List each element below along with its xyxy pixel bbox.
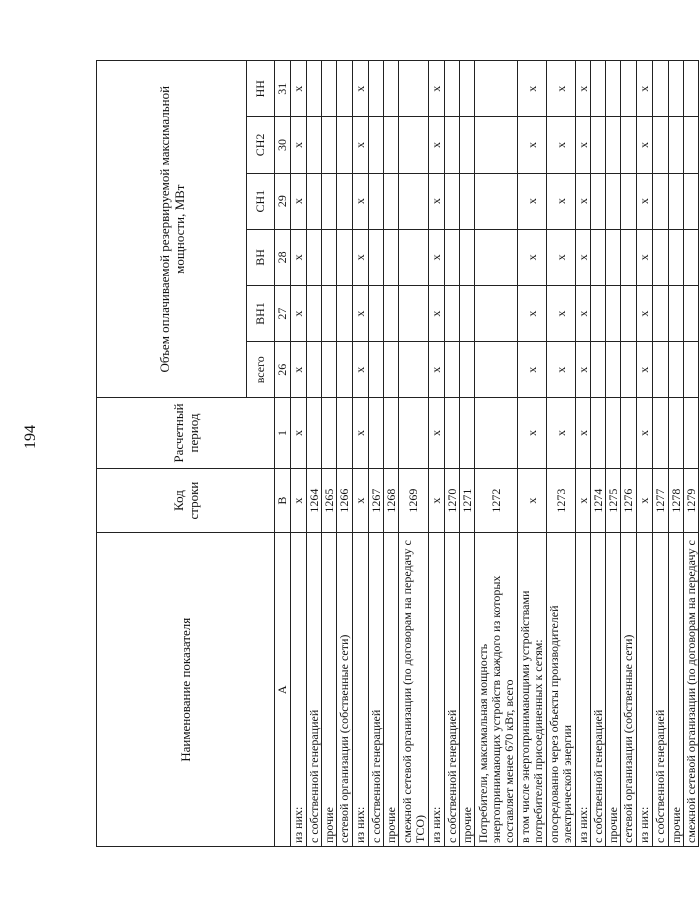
row-value: x bbox=[547, 229, 576, 285]
row-value bbox=[445, 173, 460, 229]
subheader-sn2: СН2 bbox=[247, 117, 275, 173]
table-row bbox=[445, 61, 460, 847]
row-value bbox=[460, 117, 475, 173]
row-value bbox=[322, 117, 337, 173]
row-code: 1269 bbox=[399, 468, 429, 533]
row-value: x bbox=[518, 398, 547, 468]
table-row bbox=[307, 61, 322, 847]
row-code: 1270 bbox=[445, 468, 460, 533]
row-value bbox=[445, 117, 460, 173]
row-name: прочие bbox=[460, 533, 475, 847]
row-value: x bbox=[429, 398, 445, 468]
table-row bbox=[291, 61, 307, 847]
subheader-vn: ВН bbox=[247, 229, 275, 285]
table-row bbox=[606, 61, 621, 847]
row-value bbox=[684, 342, 699, 398]
row-value bbox=[369, 117, 384, 173]
row-value bbox=[621, 229, 637, 285]
table-row bbox=[591, 61, 606, 847]
row-value bbox=[399, 342, 429, 398]
row-name: с собственной генерацией bbox=[307, 533, 322, 847]
row-value bbox=[337, 61, 353, 117]
row-value bbox=[460, 229, 475, 285]
row-value: x bbox=[637, 173, 653, 229]
row-value: x bbox=[353, 173, 369, 229]
row-value bbox=[384, 173, 399, 229]
row-value bbox=[653, 61, 669, 117]
row-value bbox=[384, 398, 399, 468]
row-value bbox=[684, 398, 699, 468]
row-value bbox=[445, 229, 460, 285]
row-value: x bbox=[576, 229, 591, 285]
row-value bbox=[369, 398, 384, 468]
row-value: x bbox=[518, 342, 547, 398]
row-value bbox=[384, 342, 399, 398]
row-name: из них: bbox=[291, 533, 307, 847]
row-value: x bbox=[547, 342, 576, 398]
row-value bbox=[307, 61, 322, 117]
table-row bbox=[399, 61, 429, 847]
row-code: 1268 bbox=[384, 468, 399, 533]
row-code: x bbox=[429, 468, 445, 533]
row-value bbox=[399, 398, 429, 468]
row-value: x bbox=[429, 342, 445, 398]
header-name: Наименование показателя bbox=[97, 533, 275, 847]
table-row bbox=[337, 61, 353, 847]
row-value bbox=[322, 61, 337, 117]
row-name: прочие bbox=[606, 533, 621, 847]
row-code: x bbox=[353, 468, 369, 533]
row-value bbox=[384, 285, 399, 341]
row-value bbox=[445, 61, 460, 117]
row-value bbox=[475, 285, 518, 341]
row-value bbox=[621, 342, 637, 398]
row-value bbox=[621, 285, 637, 341]
row-code: 1272 bbox=[475, 468, 518, 533]
subheader-vn1: ВН1 bbox=[247, 285, 275, 341]
row-value: x bbox=[291, 117, 307, 173]
row-value bbox=[384, 229, 399, 285]
row-value: x bbox=[547, 398, 576, 468]
table-row bbox=[684, 61, 699, 847]
row-value: x bbox=[576, 398, 591, 468]
row-value bbox=[591, 342, 606, 398]
row-value bbox=[307, 285, 322, 341]
row-value bbox=[606, 342, 621, 398]
row-value: x bbox=[353, 398, 369, 468]
row-value bbox=[369, 173, 384, 229]
row-name: прочие bbox=[669, 533, 684, 847]
row-value bbox=[591, 117, 606, 173]
row-value bbox=[369, 342, 384, 398]
row-name: Потребители, максимальная мощность энергопринимающих устройств каждого из которых составляет менее 670 кВт, всего bbox=[475, 533, 518, 847]
row-value bbox=[653, 398, 669, 468]
row-code: x bbox=[637, 468, 653, 533]
row-value bbox=[460, 398, 475, 468]
row-value bbox=[669, 285, 684, 341]
index-cell: 28 bbox=[275, 229, 291, 285]
row-code: 1276 bbox=[621, 468, 637, 533]
row-value bbox=[684, 229, 699, 285]
row-value bbox=[337, 229, 353, 285]
row-value: x bbox=[291, 173, 307, 229]
index-cell: 31 bbox=[275, 61, 291, 117]
row-value bbox=[337, 173, 353, 229]
row-value: x bbox=[429, 285, 445, 341]
table-row bbox=[384, 61, 399, 847]
row-value bbox=[621, 117, 637, 173]
row-value: x bbox=[637, 398, 653, 468]
row-code: 1279 bbox=[684, 468, 699, 533]
row-value: x bbox=[637, 61, 653, 117]
row-code: x bbox=[291, 468, 307, 533]
table-row bbox=[353, 61, 369, 847]
row-value bbox=[337, 117, 353, 173]
row-value bbox=[475, 398, 518, 468]
row-value bbox=[669, 61, 684, 117]
row-value: x bbox=[576, 342, 591, 398]
row-value bbox=[322, 229, 337, 285]
row-value bbox=[337, 398, 353, 468]
subheader-sn1: СН1 bbox=[247, 173, 275, 229]
row-value: x bbox=[518, 229, 547, 285]
row-code: x bbox=[576, 468, 591, 533]
row-value bbox=[684, 117, 699, 173]
index-cell: 1 bbox=[275, 398, 291, 468]
row-value bbox=[337, 342, 353, 398]
row-value bbox=[460, 61, 475, 117]
row-value: x bbox=[518, 117, 547, 173]
row-value bbox=[653, 173, 669, 229]
row-value bbox=[384, 117, 399, 173]
row-value bbox=[606, 398, 621, 468]
row-value bbox=[445, 342, 460, 398]
row-value bbox=[460, 285, 475, 341]
row-value: x bbox=[547, 61, 576, 117]
row-value: x bbox=[637, 229, 653, 285]
row-value bbox=[591, 398, 606, 468]
table-row bbox=[429, 61, 445, 847]
row-value bbox=[606, 173, 621, 229]
row-value: x bbox=[291, 398, 307, 468]
row-name: прочие bbox=[384, 533, 399, 847]
row-value bbox=[621, 173, 637, 229]
row-value bbox=[653, 117, 669, 173]
row-value bbox=[653, 229, 669, 285]
index-cell: А bbox=[275, 533, 291, 847]
row-value: x bbox=[637, 285, 653, 341]
row-name: с собственной генерацией bbox=[591, 533, 606, 847]
row-value bbox=[684, 61, 699, 117]
index-cell: 26 bbox=[275, 342, 291, 398]
capacity-table bbox=[96, 60, 699, 847]
row-value bbox=[399, 61, 429, 117]
row-value bbox=[669, 398, 684, 468]
header-volume: Объем оплачиваемой резервируемой максимальной мощности, МВт bbox=[97, 61, 247, 398]
row-name: с собственной генерацией bbox=[445, 533, 460, 847]
row-code: 1265 bbox=[322, 468, 337, 533]
row-value bbox=[591, 173, 606, 229]
row-value bbox=[653, 285, 669, 341]
row-value: x bbox=[547, 173, 576, 229]
table-row bbox=[669, 61, 684, 847]
row-name: прочие bbox=[322, 533, 337, 847]
index-cell: В bbox=[275, 468, 291, 533]
row-value bbox=[307, 117, 322, 173]
row-name: из них: bbox=[429, 533, 445, 847]
table-row bbox=[369, 61, 384, 847]
table-row bbox=[518, 61, 547, 847]
row-code: 1271 bbox=[460, 468, 475, 533]
row-name: смежной сетевой организации (по договорам на передачу с bbox=[684, 533, 699, 847]
row-value bbox=[591, 229, 606, 285]
row-value bbox=[307, 342, 322, 398]
row-value bbox=[369, 61, 384, 117]
table-row bbox=[621, 61, 637, 847]
row-value: x bbox=[353, 285, 369, 341]
row-value bbox=[399, 229, 429, 285]
row-name: из них: bbox=[637, 533, 653, 847]
row-value: x bbox=[429, 173, 445, 229]
row-value bbox=[307, 398, 322, 468]
row-code: 1275 bbox=[606, 468, 621, 533]
row-value bbox=[606, 285, 621, 341]
row-value bbox=[591, 285, 606, 341]
row-value: x bbox=[518, 173, 547, 229]
row-value bbox=[384, 61, 399, 117]
row-value: x bbox=[637, 342, 653, 398]
row-value bbox=[591, 61, 606, 117]
row-code: 1267 bbox=[369, 468, 384, 533]
row-value bbox=[475, 342, 518, 398]
table-row bbox=[547, 61, 576, 847]
row-name: с собственной генерацией bbox=[653, 533, 669, 847]
row-value bbox=[399, 117, 429, 173]
row-value bbox=[606, 117, 621, 173]
row-value: x bbox=[576, 173, 591, 229]
index-cell: 27 bbox=[275, 285, 291, 341]
row-name: с собственной генерацией bbox=[369, 533, 384, 847]
row-value: x bbox=[291, 61, 307, 117]
row-code: 1273 bbox=[547, 468, 576, 533]
header-code: Код строки bbox=[97, 468, 275, 533]
index-cell: 29 bbox=[275, 173, 291, 229]
row-value bbox=[307, 229, 322, 285]
row-value bbox=[475, 229, 518, 285]
row-value bbox=[653, 342, 669, 398]
row-value: x bbox=[429, 229, 445, 285]
row-value bbox=[460, 173, 475, 229]
row-name: в том числе энергопринимающими устройствами потребителей присоединенных к сетям: bbox=[518, 533, 547, 847]
row-code: 1277 bbox=[653, 468, 669, 533]
index-cell: 30 bbox=[275, 117, 291, 173]
row-code: 1274 bbox=[591, 468, 606, 533]
row-value bbox=[475, 173, 518, 229]
row-value bbox=[307, 173, 322, 229]
page-number: 194 bbox=[22, 425, 39, 449]
row-code: 1264 bbox=[307, 468, 322, 533]
row-name: смежной сетевой организации (по договорам на передачу с ТСО) bbox=[399, 533, 429, 847]
subheader-nn: НН bbox=[247, 61, 275, 117]
row-value bbox=[322, 342, 337, 398]
row-name: из них: bbox=[576, 533, 591, 847]
row-value: x bbox=[291, 342, 307, 398]
row-value: x bbox=[353, 117, 369, 173]
table-row bbox=[653, 61, 669, 847]
row-value: x bbox=[353, 229, 369, 285]
row-value bbox=[399, 173, 429, 229]
row-value bbox=[337, 285, 353, 341]
row-value bbox=[606, 229, 621, 285]
row-value bbox=[475, 61, 518, 117]
row-value: x bbox=[291, 229, 307, 285]
table-row bbox=[475, 61, 518, 847]
row-value: x bbox=[353, 342, 369, 398]
row-value: x bbox=[353, 61, 369, 117]
row-name: сетевой организации (собственные сети) bbox=[621, 533, 637, 847]
row-value bbox=[369, 285, 384, 341]
row-value: x bbox=[637, 117, 653, 173]
row-value bbox=[669, 342, 684, 398]
row-name: сетевой организации (собственные сети) bbox=[337, 533, 353, 847]
row-name: опосредованно через объекты производителей электрической энергии bbox=[547, 533, 576, 847]
row-value: x bbox=[291, 285, 307, 341]
row-code: x bbox=[518, 468, 547, 533]
row-value bbox=[621, 398, 637, 468]
row-value bbox=[369, 229, 384, 285]
row-value bbox=[669, 173, 684, 229]
row-value: x bbox=[429, 61, 445, 117]
row-value: x bbox=[547, 117, 576, 173]
row-value bbox=[684, 173, 699, 229]
row-value bbox=[445, 285, 460, 341]
table-row bbox=[460, 61, 475, 847]
row-value bbox=[322, 398, 337, 468]
row-value bbox=[322, 285, 337, 341]
row-value bbox=[606, 61, 621, 117]
row-value: x bbox=[429, 117, 445, 173]
table-row bbox=[322, 61, 337, 847]
row-value bbox=[475, 117, 518, 173]
row-value: x bbox=[576, 61, 591, 117]
row-value: x bbox=[518, 61, 547, 117]
row-name: из них: bbox=[353, 533, 369, 847]
row-value bbox=[460, 342, 475, 398]
table-row bbox=[637, 61, 653, 847]
row-value bbox=[399, 285, 429, 341]
header-period: Расчетный период bbox=[97, 398, 275, 468]
row-code: 1278 bbox=[669, 468, 684, 533]
row-value: x bbox=[518, 285, 547, 341]
row-value bbox=[669, 229, 684, 285]
row-value: x bbox=[576, 117, 591, 173]
row-value bbox=[621, 61, 637, 117]
row-value bbox=[445, 398, 460, 468]
row-value: x bbox=[547, 285, 576, 341]
row-code: 1266 bbox=[337, 468, 353, 533]
row-value bbox=[684, 285, 699, 341]
rotated-table-container bbox=[96, 60, 698, 847]
row-value bbox=[322, 173, 337, 229]
table-row bbox=[576, 61, 591, 847]
row-value bbox=[669, 117, 684, 173]
subheader-total: всего bbox=[247, 342, 275, 398]
row-value: x bbox=[576, 285, 591, 341]
